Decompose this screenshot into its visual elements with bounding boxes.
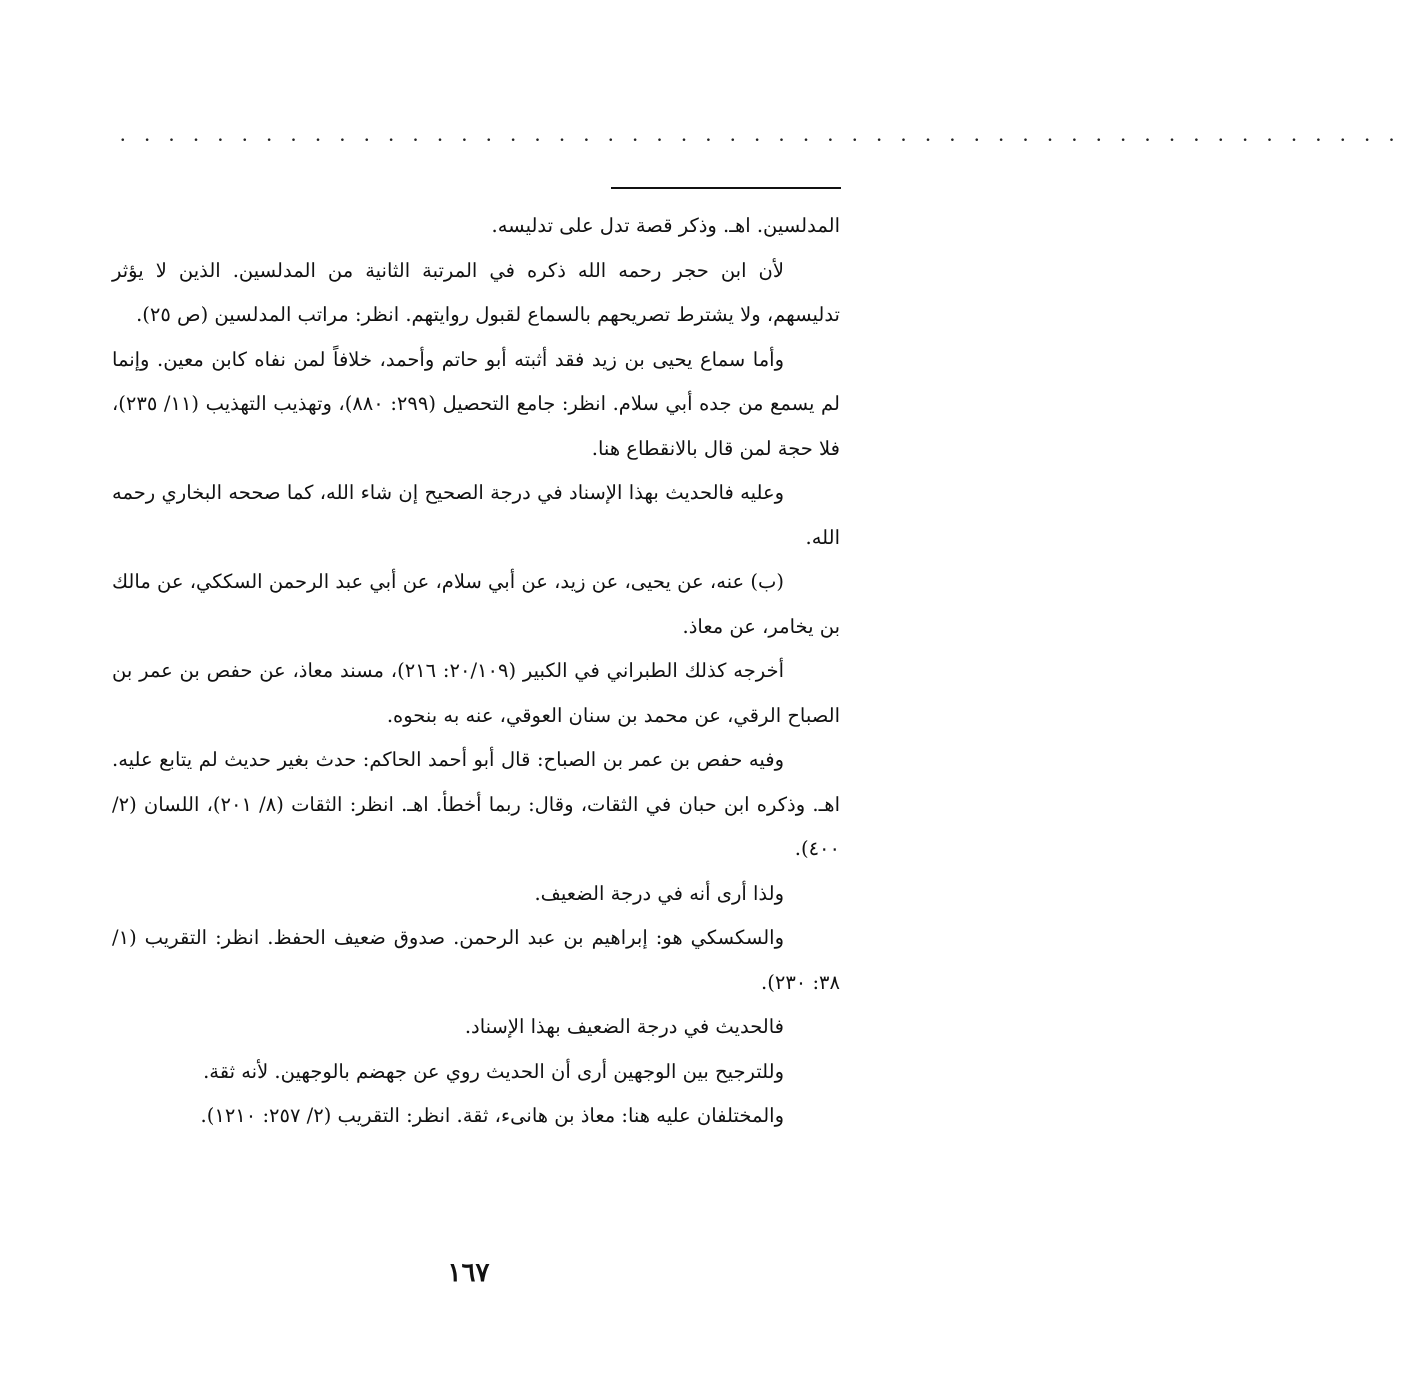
paragraph: المدلسين. اهـ. وذكر قصة تدل على تدليسه. — [491, 214, 840, 237]
paragraph: فالحديث في درجة الضعيف بهذا الإسناد. — [464, 1015, 784, 1038]
separator-dots: . . . . . . . . . . . . . . . . . . . . . . . . . . . . . . . . . . . . . . . . . . . . . . . . . . . . . — [120, 121, 1401, 146]
paragraph: وعليه فالحديث بهذا الإسناد في درجة الصحيح إن شاء الله، كما صححه البخاري رحمه الله. — [112, 481, 840, 549]
paragraph: والمختلفان عليه هنا: معاذ بن هانىء، ثقة. انظر: التقريب (٢/ ٢٥٧: ١٢١٠). — [200, 1104, 784, 1127]
paragraph: أخرجه كذلك الطبراني في الكبير (٢٠/١٠٩: ٢١٦)، مسند معاذ، عن حفص بن عمر بن الصباح الرقي، عن محمد بن سنان العوقي، عنه به بنحوه. — [112, 659, 840, 727]
paragraph: وللترجيح بين الوجهين أرى أن الحديث روي عن جهضم بالوجهين. لأنه ثقة. — [203, 1059, 784, 1083]
paragraph: لأن ابن حجر رحمه الله ذكره في المرتبة الثانية من المدلسين. الذين لا يؤثر تدليسهم، ولا يشترط تصريحهم بالسماع لقبول روايتهم. انظر: مراتب المدلسين (ص ٢٥). — [112, 258, 840, 326]
main-text — [112, 204, 840, 1139]
footnote-rule — [611, 187, 841, 189]
page-number: ١٦٧ — [447, 1258, 490, 1288]
paragraph: وأما سماع يحيى بن زيد فقد أثبته أبو حاتم وأحمد، خلافاً لمن نفاه كابن معين. وإنما لم يسمع من جده أبي سلام. انظر: جامع التحصيل (٢٩٩: ٨٨٠)، وتهذيب التهذيب (١١/ ٢٣٥)، فلا حجة لمن قال بالانقطاع هنا. — [112, 347, 840, 460]
paragraph: وفيه حفص بن عمر بن الصباح: قال أبو أحمد الحاكم: حدث بغير حديث لم يتابع عليه. اهـ. وذكره ابن حبان في الثقات، وقال: ربما أخطأ. اهـ. انظر: الثقات (٨/ ٢٠١)، اللسان (٢/ ٤٠٠). — [112, 748, 840, 860]
paragraph: والسكسكي هو: إبراهيم بن عبد الرحمن. صدوق ضعيف الحفظ. انظر: التقريب (١/ ٣٨: ٢٣٠). — [112, 926, 840, 994]
paragraph: (ب) عنه، عن يحيى، عن زيد، عن أبي سلام، عن أبي عبد الرحمن السككي، عن مالك بن يخامر، عن معاذ. — [112, 570, 840, 638]
paragraph: ولذا أرى أنه في درجة الضعيف. — [534, 881, 784, 905]
